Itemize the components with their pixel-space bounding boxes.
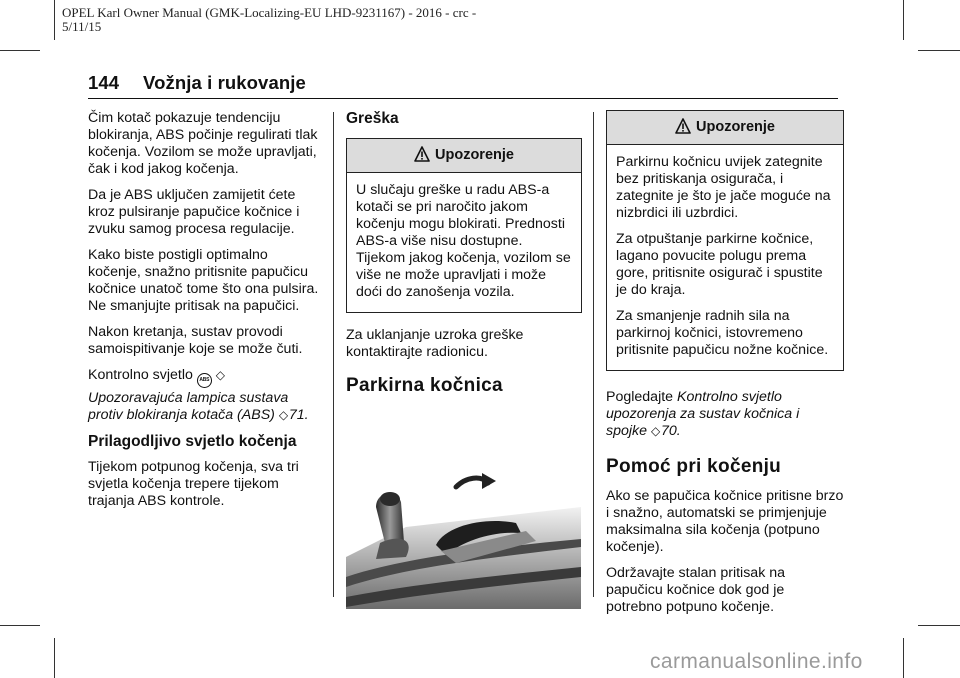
warning-body xyxy=(347,173,581,312)
paragraph xyxy=(88,367,320,388)
paragraph: Ako se papučica kočnice pritisne brzo i snažno, automatski se primjenjuje maksimalna sila kočenja (potpuno kočenje). xyxy=(606,488,844,555)
page-heading xyxy=(88,72,838,94)
warning-icon xyxy=(675,118,691,134)
paragraph: Održavajte stalan pritisak na papučicu kočnice dok god je potrebno potpuno kočenje. xyxy=(606,565,786,615)
page-ref-icon: ◇ xyxy=(215,368,226,382)
column-left xyxy=(88,110,320,519)
crop-mark xyxy=(918,625,960,626)
crop-mark xyxy=(54,0,55,40)
page-ref-icon: ◇ xyxy=(278,408,289,422)
warning-header xyxy=(347,139,581,173)
column-middle xyxy=(346,110,582,609)
warning-title: Upozorenje xyxy=(696,119,775,135)
warning-text: U slučaju greške u radu ABS-a kotači se pri naročito jakom kočenju mogu blokirati. Prednosti ABS-a više nisu dostupne. Tijekom jakog kočenja, vozilom se više ne može upravljati i može doći do zanošenja vozila. xyxy=(356,182,571,300)
warning-text: Za smanjenje radnih sila na parkirnoj kočnici, istovremeno pritisnite papučicu nožne kočnice. xyxy=(616,308,829,358)
document-header xyxy=(62,6,522,34)
section-heading-parking-brake: Parkirna kočnica xyxy=(346,375,503,396)
crop-mark xyxy=(54,638,55,678)
crop-mark xyxy=(903,0,904,40)
cross-reference-page: 71. xyxy=(288,407,309,423)
warning-text: Parkirnu kočnicu uvijek zategnite bez pritiskanja osigurača, i zategnite je što je jače moguće na nizbrdici ili uzbrdici. xyxy=(616,154,831,221)
cross-reference-title: Upozoravajuća lampica sustava protiv blokiranja kotača (ABS) xyxy=(88,390,289,423)
parking-brake-illustration xyxy=(346,447,581,609)
cross-reference-prefix: Pogledajte xyxy=(606,389,674,405)
warning-title: Upozorenje xyxy=(435,147,514,163)
header-line-1: OPEL Karl Owner Manual (GMK-Localizing-EU LHD-9231167) - 2016 - crc - xyxy=(62,5,477,20)
cross-reference-page: 70. xyxy=(660,423,681,439)
paragraph: Kako biste postigli optimalno kočenje, snažno pritisnite papučicu kočnice unatoč tome što ona pulsira. Ne smanjujte pritisak na papučici. xyxy=(88,247,319,314)
crop-mark xyxy=(0,625,40,626)
section-heading-adaptive-brake-lights: Prilagodljivo svjetlo kočenja xyxy=(88,433,297,450)
crop-mark xyxy=(918,50,960,51)
paragraph: Tijekom potpunog kočenja, sva tri svjetla kočenja trepere tijekom trajanja ABS kontrole. xyxy=(88,459,299,509)
warning-text: Za otpuštanje parkirne kočnice, lagano povucite polugu prema gore, pritisnite osigurač i spustite je do kraja. xyxy=(616,231,823,298)
header-line-2: 5/11/15 xyxy=(62,19,102,34)
page-ref-icon: ◇ xyxy=(650,424,661,438)
page-number: 144 xyxy=(88,72,120,93)
paragraph: Za uklanjanje uzroka greške kontaktirajte radionicu. xyxy=(346,327,524,360)
cross-reference[interactable] xyxy=(606,389,844,440)
crop-mark xyxy=(0,50,40,51)
indicator-text: Kontrolno svjetlo xyxy=(88,367,193,383)
crop-mark xyxy=(903,638,904,678)
cross-reference[interactable] xyxy=(88,390,320,424)
warning-header xyxy=(607,111,843,145)
paragraph: Da je ABS uključen zamijetit ćete kroz pulsiranje papučice kočnice i zvuku samog procesa regulacije. xyxy=(88,187,300,237)
paragraph: Čim kotač pokazuje tendenciju blokiranja, ABS počinje regulirati tlak kočenja. Vozilom se može upravljati, čak i kod jakog kočenja. xyxy=(88,110,318,177)
heading-rule xyxy=(88,98,838,99)
column-divider xyxy=(593,112,594,597)
cross-reference-title: Kontrolno svjetlo upozorenja za sustav kočnica i spojke xyxy=(606,389,800,439)
warning-box xyxy=(606,110,844,371)
warning-body xyxy=(607,145,843,370)
page-title: Vožnja i rukovanje xyxy=(143,72,306,93)
warning-box xyxy=(346,138,582,313)
section-heading-fault: Greška xyxy=(346,110,399,127)
section-heading-brake-assist: Pomoć pri kočenju xyxy=(606,456,782,477)
column-right xyxy=(606,110,844,625)
abs-warning-icon: ABS xyxy=(197,373,212,388)
column-divider xyxy=(333,112,334,597)
paragraph: Nakon kretanja, sustav provodi samoispitivanje koje se može čuti. xyxy=(88,324,303,357)
warning-icon xyxy=(414,146,430,162)
watermark: carmanualsonline.info xyxy=(650,650,863,673)
